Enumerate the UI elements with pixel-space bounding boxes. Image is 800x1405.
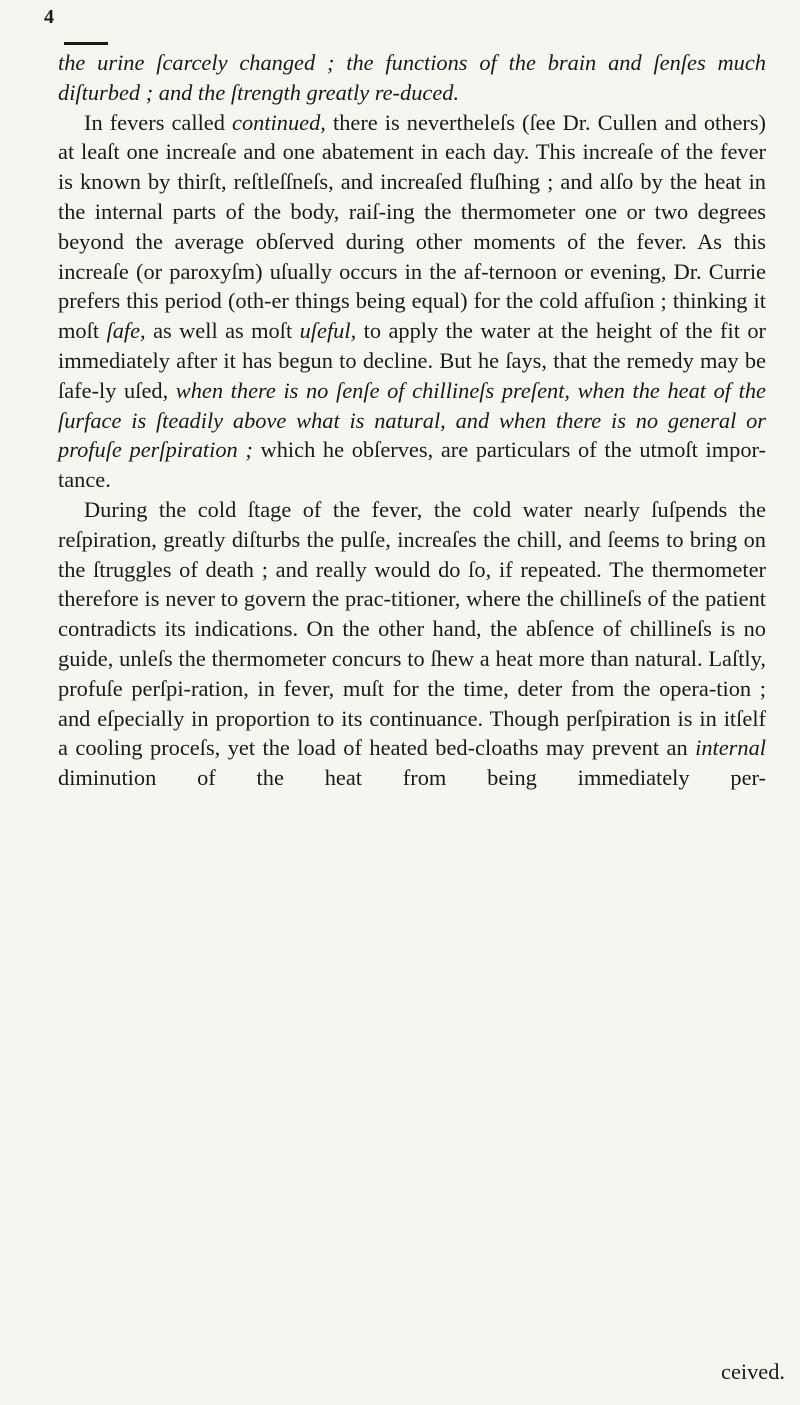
- italic-text: when there is no ſenſe of chillineſs preſent, when the heat of the ſurface is ſteadily above what is natural, and when there is no general or profuſe perſpiration ;: [58, 377, 766, 463]
- body-text: [58, 48, 766, 793]
- header-rule: [64, 42, 108, 45]
- continuation-word: ceived.: [721, 1359, 786, 1384]
- page-number: 4: [44, 6, 54, 28]
- italic-text: the urine ſcarcely changed ; the functions of the brain and ſenſes much diſturbed ; and the ſtrength greatly re-duced.: [58, 50, 766, 105]
- roman-text: as well as moſt: [145, 318, 300, 344]
- roman-text: which he obſerves, are particulars of the utmoſt impor-tance.: [58, 437, 766, 493]
- italic-text: ſafe,: [106, 318, 146, 344]
- paragraph: [58, 48, 766, 108]
- italic-text: continued,: [232, 109, 326, 135]
- paragraph: [58, 495, 766, 793]
- roman-text: to apply the water at the height of the fit or immediately after it has begun to decline. But he ſays, that the remedy may be ſafe-ly uſed,: [58, 318, 766, 403]
- roman-text: In fevers called: [84, 109, 232, 135]
- roman-text: there is nevertheleſs (ſee Dr. Cullen and others) at leaſt one increaſe and one abatement in each day. This increaſe of the fever is known by thirſt, reſtleſſneſs, and increaſed fluſhing ; and alſo by the heat in the internal parts of the body, raiſ-ing the thermometer one or two degrees beyond the average obſerved during other moments of the fever. As this increaſe (or paroxyſm) uſually occurs in the af-ternoon or evening, Dr. Currie prefers this period (oth-er things being equal) for the cold affuſion ; thinking it moſt: [58, 109, 767, 344]
- italic-text: uſeful,: [299, 318, 357, 344]
- paragraph: [58, 108, 766, 495]
- roman-text: diminution of the heat from being immediately per-: [58, 765, 766, 791]
- roman-text: During the cold ſtage of the fever, the cold water nearly ſuſpends the reſpiration, greatly diſturbs the pulſe, increaſes the chill, and ſeems to bring on the ſtruggles of death ; and really would do ſo, if repeated. The thermometer therefore is never to govern the prac-titioner, where the chillineſs of the patient contradicts its indications. On the other hand, the abſence of chillineſs is no guide, unleſs the thermometer concurs to ſhew a heat more than natural. Laſtly, profuſe perſpi-ration, in fever, muſt for the time, deter from the opera-tion ; and eſpecially in proportion to its continuance. Though perſpiration is in itſelf a cooling proceſs, yet the load of heated bed-cloaths may prevent an: [58, 496, 766, 761]
- italic-text: internal: [695, 735, 766, 761]
